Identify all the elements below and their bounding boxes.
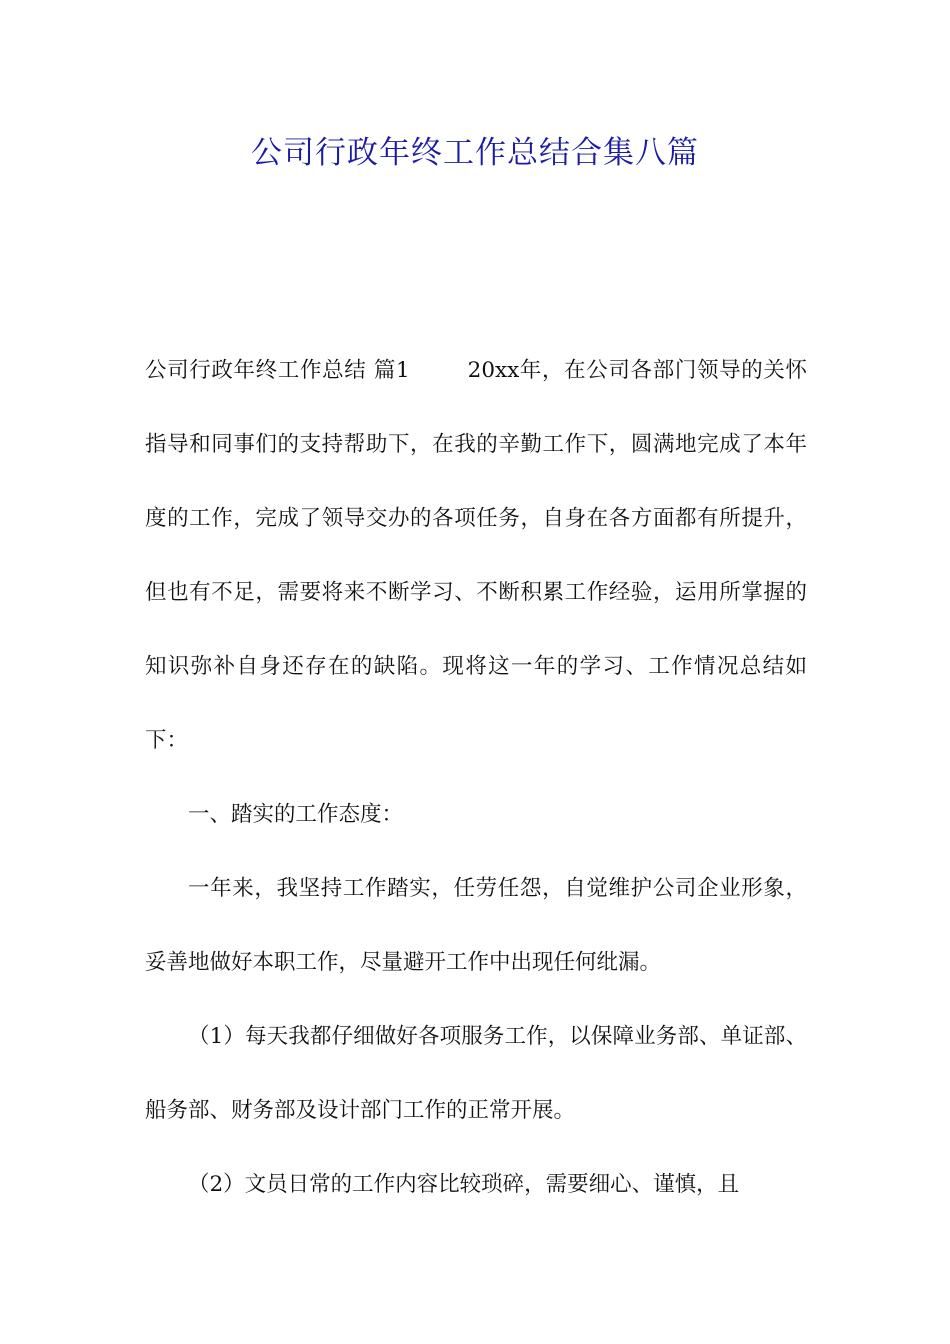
document-body <box>145 334 807 1222</box>
subheading-paragraph: 一、踏实的工作态度： <box>188 802 404 827</box>
paragraph-text: 20xx年，在公司各部门领导的关怀指导和同事们的支持帮助下，在我的辛勤工作下，圆满地完成了本年度的工作，完成了领导交办的各项任务，自身在各方面都有所提升，但也有不足，需要将来不断学习、不断积累工作经验，运用所掌握的知识弥补自身还存在的缺陷。现将这一年的学习、工作情况总结如下： <box>145 358 807 753</box>
body-paragraph: 一年来，我坚持工作踏实，任劳任怨，自觉维护公司企业形象，妥善地做好本职工作，尽量避开工作中出现任何纰漏。 <box>145 876 807 975</box>
body-paragraph: （1）每天我都仔细做好各项服务工作，以保障业务部、单证部、船务部、财务部及设计部门工作的正常开展。 <box>145 1024 807 1123</box>
intro-paragraph <box>145 334 807 778</box>
section-heading: 公司行政年终工作总结 篇1 <box>145 358 410 383</box>
document-title: 公司行政年终工作总结合集八篇 <box>251 135 699 171</box>
body-paragraph: （2）文员日常的工作内容比较琐碎，需要细心、谨慎，且 <box>188 1172 740 1197</box>
